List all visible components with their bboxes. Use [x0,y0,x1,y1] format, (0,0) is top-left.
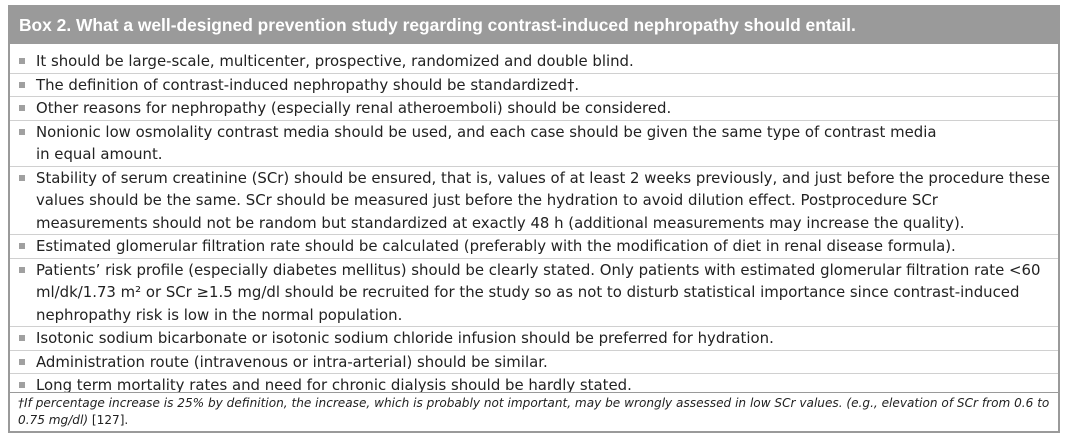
list-item-text: Stability of serum creatinine (SCr) should be ensured, that is, values of at least 2 weeks previously, and just before the procedure these values should be the same. SCr should be measured just before the hydration to avoid dilution effect. Postprocedure SCr measurements should not be random but standardized at exactly 48 h (additional measurements may increase the quality). [36,168,1051,232]
list-item [10,351,1058,375]
square-bullet-icon [19,58,25,64]
list-item-text: Estimated glomerular filtration rate should be calculated (preferably with the modification of diet in renal disease formula). [36,237,956,255]
square-bullet-icon [19,175,25,181]
list-item-text: Patients’ risk profile (especially diabetes mellitus) should be clearly stated. Only patients with estimated glomerular filtration rate <60 ml/dk/1.73 m² or SCr ≥1.5 mg/dl should be recruited for the study so as not to disturb statistical importance since contrast-induced nephropathy risk is low in the normal population. [36,260,1041,324]
list-item [10,50,1058,74]
list-item-text: Nonionic low osmolality contrast media should be used, and each case should be given the same type of contrast media in equal amount. [36,122,937,163]
square-bullet-icon [19,267,25,273]
list-item [10,167,1058,236]
footnote-text: †If percentage increase is 25% by definition, the increase, which is probably not important, may be wrongly assessed in low SCr values. (e.g., elevation of SCr from 0.6 to 0.75 mg/dl) [18,396,1050,427]
criteria-list [10,44,1058,397]
list-item-text: It should be large-scale, multicenter, prospective, randomized and double blind. [36,52,634,70]
footnote [10,392,1058,431]
list-item [10,235,1058,259]
square-bullet-icon [19,335,25,341]
list-item [10,259,1058,328]
square-bullet-icon [19,243,25,249]
list-item-text: Long term mortality rates and need for chronic dialysis should be hardly stated. [36,376,632,394]
square-bullet-icon [19,129,25,135]
list-item-text: The definition of contrast-induced nephropathy should be standardized†. [36,75,580,94]
box-2-panel [8,5,1060,433]
square-bullet-icon [19,105,25,111]
square-bullet-icon [19,382,25,388]
list-item-text: Other reasons for nephropathy (especially renal atheroemboli) should be considered. [36,99,672,117]
list-item [10,121,1058,167]
reference-citation: [127]. [88,412,129,427]
box-title: Box 2. What a well-designed prevention study regarding contrast-induced nephropathy should entail. [10,7,1058,44]
square-bullet-icon [19,359,25,365]
list-item [10,327,1058,351]
square-bullet-icon [19,82,25,88]
list-item-text: Administration route (intravenous or intra-arterial) should be similar. [36,352,548,371]
list-item-text: Isotonic sodium bicarbonate or isotonic sodium chloride infusion should be preferred for hydration. [36,329,774,347]
list-item [10,97,1058,121]
list-item [10,74,1058,98]
